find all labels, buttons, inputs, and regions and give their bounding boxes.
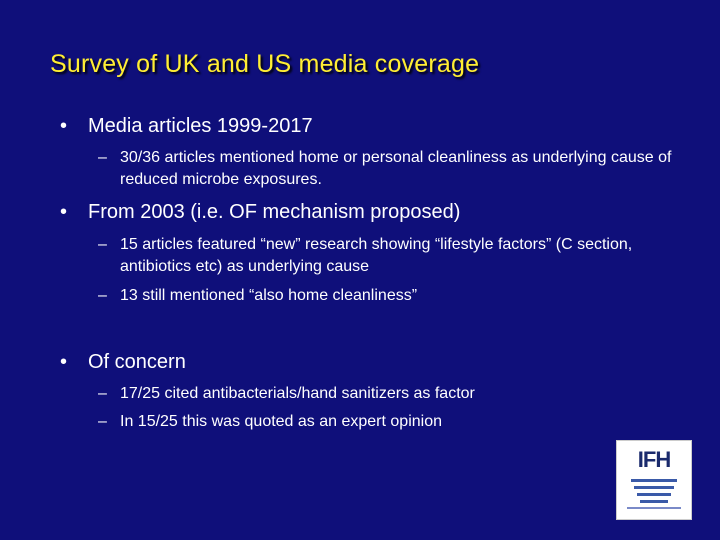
bullet-1-text: Media articles 1999-2017 — [88, 115, 313, 137]
bullet-3-sub-2-text: In 15/25 this was quoted as an expert opinion — [120, 413, 442, 430]
bullet-2-sub-2-text: 13 still mentioned “also home cleanliness” — [120, 287, 418, 304]
bullet-marker: • — [60, 115, 68, 137]
bullet-marker: • — [60, 201, 68, 223]
dash-marker: – — [98, 287, 107, 304]
slide-title: Survey of UK and US media coverage — [50, 50, 480, 78]
logo-stripe — [634, 486, 674, 489]
bullet-marker: • — [60, 351, 68, 373]
logo-stripe — [637, 493, 671, 496]
bullet-2-sub-1-text: 15 articles featured “new” research showing “lifestyle factors” (C section, antibiotics etc) as underlying cause — [120, 236, 633, 275]
logo-stripe — [627, 507, 681, 509]
ifh-logo-icon — [616, 440, 692, 520]
dash-marker: – — [98, 149, 107, 166]
logo-stripe — [631, 479, 677, 482]
bullet-2-text: From 2003 (i.e. OF mechanism proposed) — [88, 201, 461, 223]
dash-marker: – — [98, 413, 107, 430]
bullet-1-sub-1-text: 30/36 articles mentioned home or personal cleanliness as underlying cause of reduced microbe exposures. — [120, 149, 672, 188]
dash-marker: – — [98, 236, 107, 253]
logo-stripe — [640, 500, 668, 503]
bullet-3-text: Of concern — [88, 351, 186, 373]
logo-text: IFH — [637, 447, 671, 472]
bullet-3-sub-1-text: 17/25 cited antibacterials/hand sanitizers as factor — [120, 385, 475, 402]
dash-marker: – — [98, 385, 107, 402]
